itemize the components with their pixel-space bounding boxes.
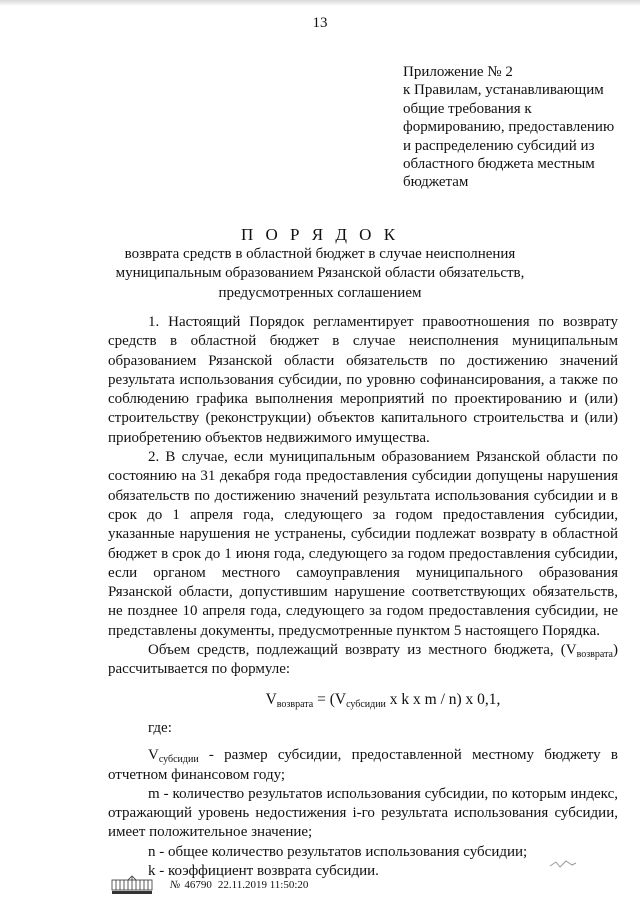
appendix-line: к Правилам, устанавливающим [403,82,604,99]
doc-number: 46790 [184,879,212,891]
paragraph-2: 2. В случае, если муниципальным образованием Рязанской области по состоянию на 31 декабря года предоставления субсидии допущены нарушения обязательств по достижению значений результата использования субсидии и в срок до 1 апреля года, следующего за годом предоставления субсидии, указанные нарушения не устранены, субсидии подлежат возврату в областной бюджет в срок до 1 июня года, следующего за годом предоставления субсидии, если органом местного самоуправления муниципального образования Рязанской области, допустившим нарушение соответствующих обязательств, не позднее 10 апреля года, следующего за годом предоставления субсидии, не представлены документы, предусмотренные пунктом 5 настоящего Порядка. [108,449,618,639]
formula-intro-tail: ) рассчитывается по формуле: [108,642,618,678]
document-title: П О Р Я Д О К [240,225,400,244]
where-label: где: [148,719,172,736]
subtitle-line: возврата средств в областной бюджет в случае неисполнения [124,246,516,262]
appendix-line: формированию, предоставлению [403,119,615,136]
formula-symbol: V [265,690,277,708]
registry-stamp-icon [110,874,154,896]
definition-m: m - количество результатов использования субсидии, по которым индекс, отражающий уровень недостижения i-го результата использования субсидии, имеет положительное значение; [108,785,618,841]
formula-subscript: возврата [276,698,314,710]
formula-intro: Объем средств, подлежащий возврату из местного бюджета, (V [148,642,577,659]
return-formula [148,690,618,709]
formula-rest: x k x m / n) x 0,1, [385,690,501,708]
paragraph-1: 1. Настоящий Порядок регламентирует правоотношения по возврату средств в областной бюджет в случае неисполнения муниципальным образованием Рязанской области обязательств по достижению значений результата использования субсидии, по уровню софинансирования, а также по соблюдению графика выполнения мероприятий по проектированию и (или) строительству (реконструкции) объектов капитального строительства и (или) приобретению объектов недвижимого имущества. [108,314,618,446]
definition-v [108,746,618,785]
appendix-line: и распределению субсидий из [403,137,595,154]
def-text: - размер субсидии, предоставленной местному бюджету в отчетном финансовом году; [108,747,618,783]
subscript: возврата [576,649,613,661]
subtitle-line: предусмотренных соглашением [218,284,422,301]
document-subtitle [0,245,640,303]
appendix-line: областного бюджета местным [403,156,595,173]
paragraph-3 [108,641,618,680]
definition-k: k - коэффициент возврата субсидии. [148,863,379,880]
appendix-line: Приложение № 2 [403,64,513,80]
number-sign: № [170,879,181,891]
subtitle-line: муниципальным образованием Рязанской области обязательств, [115,265,525,282]
scan-edge [0,0,640,6]
definition-n: n - общее количество результатов использования субсидии; [148,843,528,860]
scan-smudge [548,858,578,870]
formula-equals: = (V [313,690,347,708]
def-symbol: V [148,747,159,764]
page-number: 13 [312,15,328,31]
def-subscript: субсидии [158,754,199,766]
document-footer [110,874,308,896]
formula-subscript: субсидии [346,698,386,710]
doc-datetime: 22.11.2019 11:50:20 [217,879,309,891]
document-body [108,313,618,881]
appendix-block [403,63,628,192]
appendix-line: общие требования к [403,100,532,117]
appendix-line: бюджетам [403,174,469,191]
